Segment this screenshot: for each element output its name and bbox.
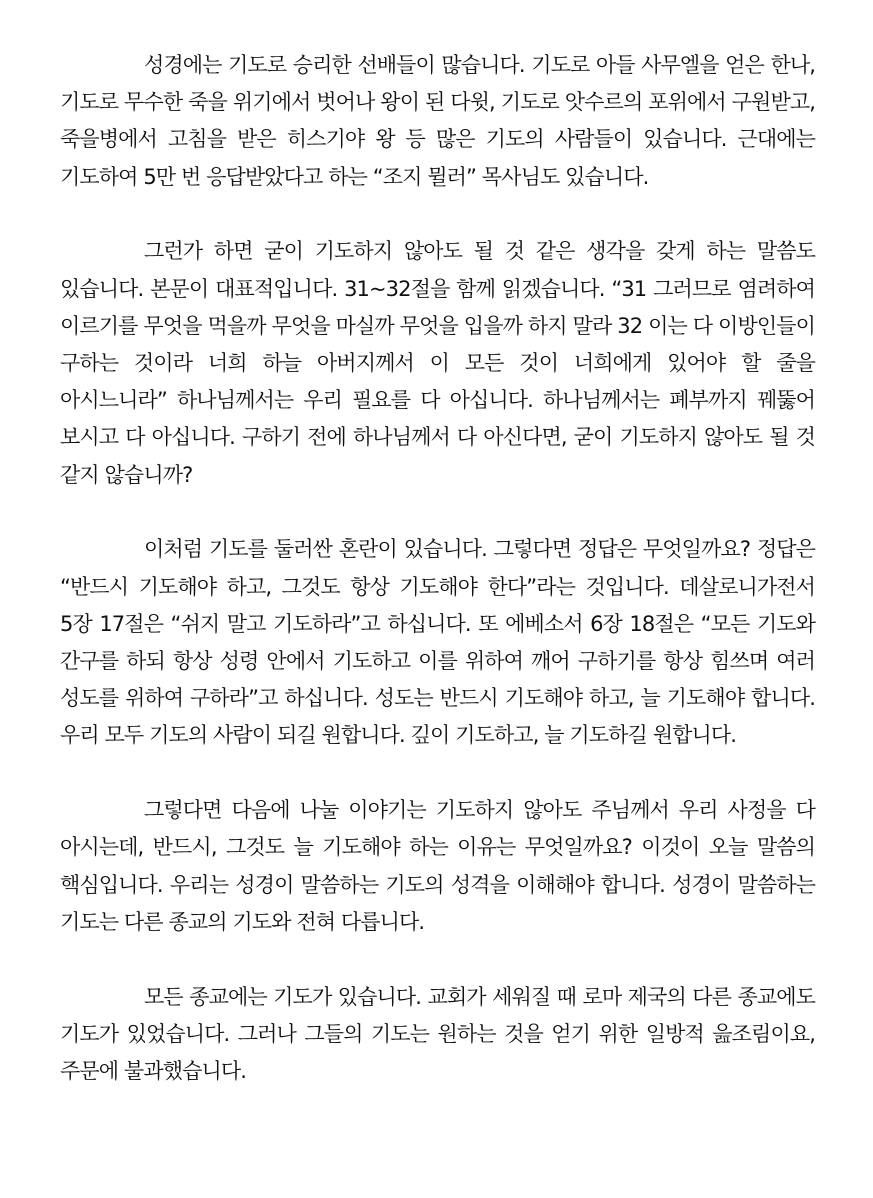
paragraph-prayer-heroes: 성경에는 기도로 승리한 선배들이 많습니다. 기도로 아들 사무엘을 얻은 한나, 기도로 무수한 죽을 위기에서 벗어나 왕이 된 다윗, 기도로 앗수르의 포위에서 구원받고, 죽을병에서 고침을 받은 히스기야 왕 등 많은 기도의 사람들이 있습니다. 근대에는 기도하여 5만 번 응답받았다고 하는 “조지 뮐러” 목사님도 있습니다.: [60, 53, 815, 189]
paragraph-confusion-answer: 이처럼 기도를 둘러싼 혼란이 있습니다. 그렇다면 정답은 무엇일까요? 정답은 “반드시 기도해야 하고, 그것도 항상 기도해야 한다”라는 것입니다. 데살로니가전서 5장 17절은 “쉬지 말고 기도하라”고 하십니다. 또 에베소서 6장 18절은 “모든 기도와 간구를 하되 항상 성령 안에서 기도하고 이를 위하여 깨어 구하기를 항상 힘쓰며 여러 성도를 위하여 구하라”고 하십니다. 성도는 반드시 기도해야 하고, 늘 기도해야 합니다. 우리 모두 기도의 사람이 되길 원합니다. 깊이 기도하고, 늘 기도하길 원합니다.: [60, 537, 815, 748]
paragraph-other-religions: 모든 종교에는 기도가 있습니다. 교회가 세워질 때 로마 제국의 다른 종교에도 기도가 있었습니다. 그러나 그들의 기도는 원하는 것을 얻기 위한 일방적 읊조림이요, 주문에 불과했습니다.: [60, 984, 815, 1084]
paragraph-core-message: 그렇다면 다음에 나눌 이야기는 기도하지 않아도 주님께서 우리 사정을 다 아시는데, 반드시, 그것도 늘 기도해야 하는 이유는 무엇일까요? 이것이 오늘 말씀의 핵심입니다. 우리는 성경이 말씀하는 기도의 성격을 이해해야 합니다. 성경이 말씀하는 기도는 다른 종교의 기도와 전혀 다릅니다.: [60, 798, 815, 934]
paragraph-scripture-text: 그런가 하면 굳이 기도하지 않아도 될 것 같은 생각을 갖게 하는 말씀도 있습니다. 본문이 대표적입니다. 31~32절을 함께 읽겠습니다. “31 그러므로 염려하여 이르기를 무엇을 먹을까 무엇을 마실까 무엇을 입을까 하지 말라 32 이는 다 이방인들이 구하는 것이라 너희 하늘 아버지께서 이 모든 것이 너희에게 있어야 할 줄을 아시느니라” 하나님께서는 우리 필요를 다 아십니다. 하나님께서는 폐부까지 꿰뚫어 보시고 다 아십니다. 구하기 전에 하나님께서 다 아신다면, 굳이 기도하지 않아도 될 것 같지 않습니까?: [60, 239, 815, 487]
